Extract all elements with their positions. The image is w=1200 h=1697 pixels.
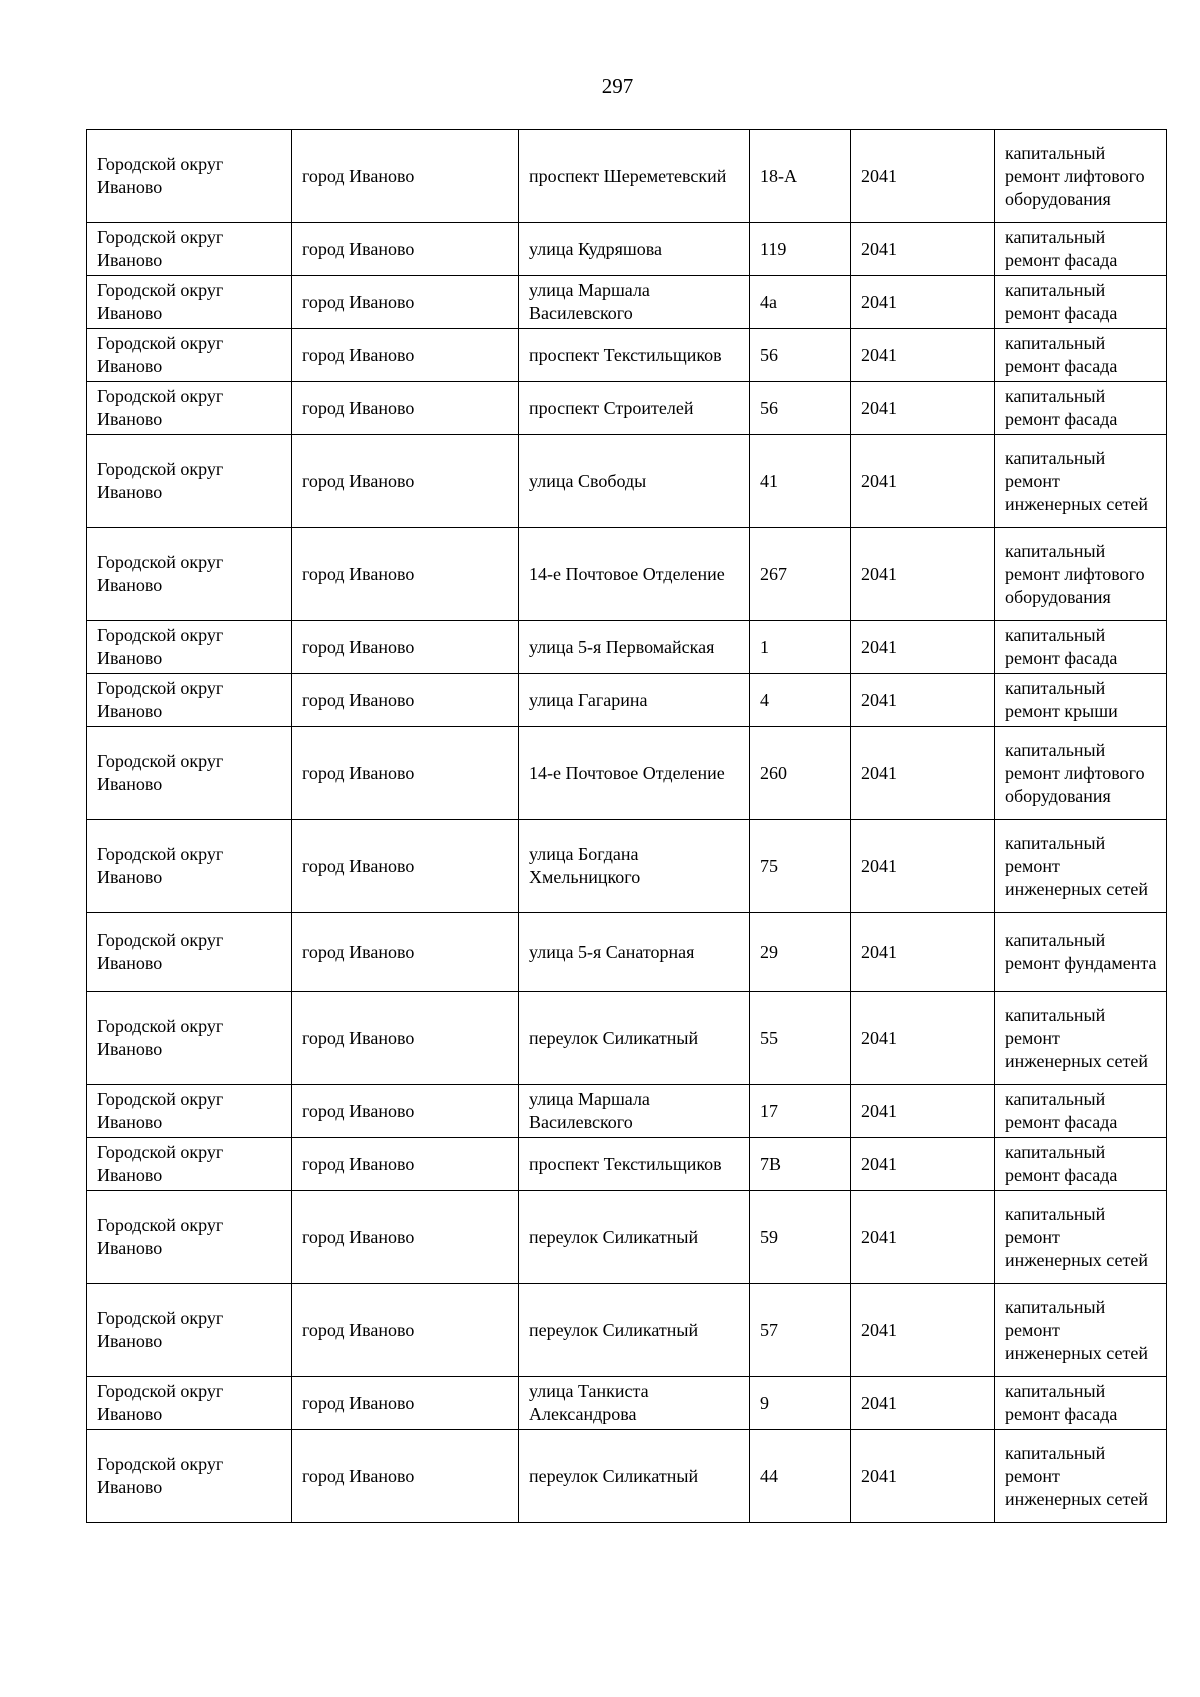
table-body <box>87 130 1167 1523</box>
page-number: 297 <box>601 74 634 98</box>
work-type-cell: капитальный ремонт фасада <box>995 621 1167 674</box>
district-cell: Городской округ Иваново <box>87 528 292 621</box>
house-number-cell: 44 <box>750 1430 851 1523</box>
year-cell: 2041 <box>851 820 995 913</box>
work-type-cell: капитальный ремонт лифтового оборудования <box>995 727 1167 820</box>
street-cell: улица 5-я Первомайская <box>519 621 750 674</box>
year-cell: 2041 <box>851 1085 995 1138</box>
table-row <box>87 130 1167 223</box>
street-cell: переулок Силикатный <box>519 992 750 1085</box>
work-type-cell: капитальный ремонт фасада <box>995 329 1167 382</box>
year-cell: 2041 <box>851 1191 995 1284</box>
table-row <box>87 1138 1167 1191</box>
year-cell: 2041 <box>851 382 995 435</box>
settlement-cell: город Иваново <box>292 1085 519 1138</box>
house-number-cell: 9 <box>750 1377 851 1430</box>
table-row <box>87 1085 1167 1138</box>
house-number-cell: 119 <box>750 223 851 276</box>
settlement-cell: город Иваново <box>292 382 519 435</box>
table-row <box>87 1430 1167 1523</box>
year-cell: 2041 <box>851 727 995 820</box>
district-cell: Городской округ Иваново <box>87 1138 292 1191</box>
year-cell: 2041 <box>851 329 995 382</box>
street-cell: улица Гагарина <box>519 674 750 727</box>
house-number-cell: 59 <box>750 1191 851 1284</box>
year-cell: 2041 <box>851 435 995 528</box>
table-row <box>87 727 1167 820</box>
house-number-cell: 57 <box>750 1284 851 1377</box>
district-cell: Городской округ Иваново <box>87 674 292 727</box>
work-type-cell: капитальный ремонт инженерных сетей <box>995 435 1167 528</box>
year-cell: 2041 <box>851 528 995 621</box>
table-row <box>87 1284 1167 1377</box>
district-cell: Городской округ Иваново <box>87 913 292 992</box>
table-row <box>87 223 1167 276</box>
table-row <box>87 329 1167 382</box>
settlement-cell: город Иваново <box>292 276 519 329</box>
district-cell: Городской округ Иваново <box>87 621 292 674</box>
district-cell: Городской округ Иваново <box>87 276 292 329</box>
work-type-cell: капитальный ремонт инженерных сетей <box>995 992 1167 1085</box>
settlement-cell: город Иваново <box>292 913 519 992</box>
year-cell: 2041 <box>851 276 995 329</box>
work-type-cell: капитальный ремонт лифтового оборудования <box>995 528 1167 621</box>
settlement-cell: город Иваново <box>292 223 519 276</box>
district-cell: Городской округ Иваново <box>87 992 292 1085</box>
district-cell: Городской округ Иваново <box>87 329 292 382</box>
street-cell: улица Кудряшова <box>519 223 750 276</box>
table-row <box>87 528 1167 621</box>
district-cell: Городской округ Иваново <box>87 1430 292 1523</box>
year-cell: 2041 <box>851 913 995 992</box>
work-type-cell: капитальный ремонт фасада <box>995 382 1167 435</box>
house-number-cell: 4а <box>750 276 851 329</box>
district-cell: Городской округ Иваново <box>87 382 292 435</box>
house-number-cell: 56 <box>750 382 851 435</box>
table-row <box>87 1377 1167 1430</box>
year-cell: 2041 <box>851 1377 995 1430</box>
settlement-cell: город Иваново <box>292 727 519 820</box>
district-cell: Городской округ Иваново <box>87 223 292 276</box>
year-cell: 2041 <box>851 992 995 1085</box>
house-number-cell: 41 <box>750 435 851 528</box>
work-type-cell: капитальный ремонт инженерных сетей <box>995 820 1167 913</box>
house-number-cell: 56 <box>750 329 851 382</box>
year-cell: 2041 <box>851 1284 995 1377</box>
district-cell: Городской округ Иваново <box>87 820 292 913</box>
table-row <box>87 621 1167 674</box>
house-number-cell: 260 <box>750 727 851 820</box>
street-cell: улица Маршала Василевского <box>519 1085 750 1138</box>
work-type-cell: капитальный ремонт фундамента <box>995 913 1167 992</box>
house-number-cell: 7В <box>750 1138 851 1191</box>
table-row <box>87 1191 1167 1284</box>
settlement-cell: город Иваново <box>292 1430 519 1523</box>
house-number-cell: 18-А <box>750 130 851 223</box>
settlement-cell: город Иваново <box>292 1191 519 1284</box>
table-row <box>87 276 1167 329</box>
street-cell: улица Маршала Василевского <box>519 276 750 329</box>
work-type-cell: капитальный ремонт инженерных сетей <box>995 1191 1167 1284</box>
work-type-cell: капитальный ремонт лифтового оборудования <box>995 130 1167 223</box>
house-number-cell: 75 <box>750 820 851 913</box>
work-type-cell: капитальный ремонт крыши <box>995 674 1167 727</box>
district-cell: Городской округ Иваново <box>87 1085 292 1138</box>
settlement-cell: город Иваново <box>292 674 519 727</box>
table-row <box>87 992 1167 1085</box>
work-type-cell: капитальный ремонт фасада <box>995 223 1167 276</box>
street-cell: улица Богдана Хмельницкого <box>519 820 750 913</box>
table-row <box>87 674 1167 727</box>
district-cell: Городской округ Иваново <box>87 1191 292 1284</box>
street-cell: проспект Строителей <box>519 382 750 435</box>
settlement-cell: город Иваново <box>292 130 519 223</box>
street-cell: проспект Текстильщиков <box>519 329 750 382</box>
settlement-cell: город Иваново <box>292 1377 519 1430</box>
street-cell: проспект Текстильщиков <box>519 1138 750 1191</box>
house-number-cell: 17 <box>750 1085 851 1138</box>
street-cell: улица Свободы <box>519 435 750 528</box>
district-cell: Городской округ Иваново <box>87 1284 292 1377</box>
work-type-cell: капитальный ремонт инженерных сетей <box>995 1430 1167 1523</box>
street-cell: улица 5-я Санаторная <box>519 913 750 992</box>
house-number-cell: 29 <box>750 913 851 992</box>
settlement-cell: город Иваново <box>292 329 519 382</box>
district-cell: Городской округ Иваново <box>87 727 292 820</box>
table-row <box>87 435 1167 528</box>
table-row <box>87 820 1167 913</box>
house-number-cell: 1 <box>750 621 851 674</box>
street-cell: проспект Шереметевский <box>519 130 750 223</box>
settlement-cell: город Иваново <box>292 435 519 528</box>
settlement-cell: город Иваново <box>292 528 519 621</box>
year-cell: 2041 <box>851 130 995 223</box>
year-cell: 2041 <box>851 1430 995 1523</box>
table-row <box>87 382 1167 435</box>
street-cell: переулок Силикатный <box>519 1191 750 1284</box>
work-type-cell: капитальный ремонт фасада <box>995 276 1167 329</box>
street-cell: переулок Силикатный <box>519 1284 750 1377</box>
settlement-cell: город Иваново <box>292 820 519 913</box>
year-cell: 2041 <box>851 223 995 276</box>
work-type-cell: капитальный ремонт фасада <box>995 1138 1167 1191</box>
house-number-cell: 267 <box>750 528 851 621</box>
work-type-cell: капитальный ремонт фасада <box>995 1377 1167 1430</box>
settlement-cell: город Иваново <box>292 1138 519 1191</box>
work-type-cell: капитальный ремонт фасада <box>995 1085 1167 1138</box>
repair-schedule-table <box>86 129 1167 1523</box>
house-number-cell: 4 <box>750 674 851 727</box>
settlement-cell: город Иваново <box>292 621 519 674</box>
street-cell: переулок Силикатный <box>519 1430 750 1523</box>
table-row <box>87 913 1167 992</box>
district-cell: Городской округ Иваново <box>87 435 292 528</box>
district-cell: Городской округ Иваново <box>87 1377 292 1430</box>
work-type-cell: капитальный ремонт инженерных сетей <box>995 1284 1167 1377</box>
year-cell: 2041 <box>851 621 995 674</box>
settlement-cell: город Иваново <box>292 992 519 1085</box>
street-cell: 14-е Почтовое Отделение <box>519 727 750 820</box>
settlement-cell: город Иваново <box>292 1284 519 1377</box>
street-cell: 14-е Почтовое Отделение <box>519 528 750 621</box>
street-cell: улица Танкиста Александрова <box>519 1377 750 1430</box>
year-cell: 2041 <box>851 674 995 727</box>
year-cell: 2041 <box>851 1138 995 1191</box>
house-number-cell: 55 <box>750 992 851 1085</box>
district-cell: Городской округ Иваново <box>87 130 292 223</box>
